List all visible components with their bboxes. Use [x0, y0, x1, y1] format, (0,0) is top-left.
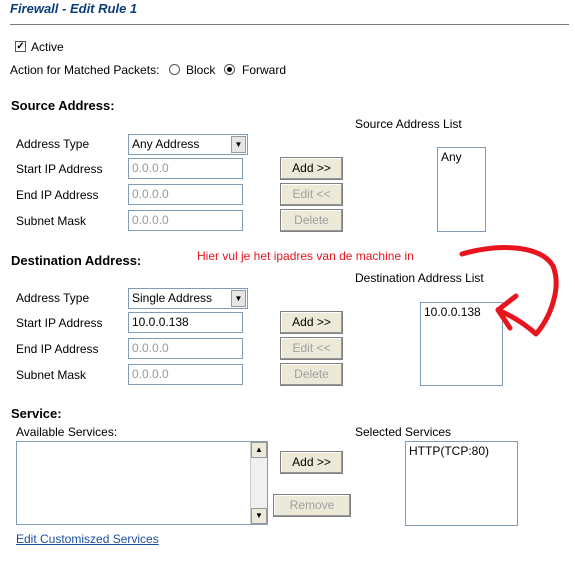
- source-start-ip-label: Start IP Address: [16, 162, 103, 176]
- checkmark-icon: ✓: [16, 41, 25, 52]
- destination-end-ip-field[interactable]: 0.0.0.0: [128, 338, 243, 359]
- destination-end-ip-label: End IP Address: [16, 342, 99, 356]
- source-edit-button[interactable]: Edit <<: [280, 183, 343, 206]
- source-end-ip-field[interactable]: 0.0.0.0: [128, 184, 243, 205]
- service-add-button[interactable]: Add >>: [280, 451, 343, 474]
- arrow-down-icon[interactable]: ▼: [251, 508, 267, 524]
- source-end-ip-label: End IP Address: [16, 188, 99, 202]
- source-subnet-label: Subnet Mask: [16, 214, 87, 228]
- destination-start-ip-label: Start IP Address: [16, 316, 103, 330]
- service-heading: Service:: [11, 406, 62, 421]
- destination-add-button[interactable]: Add >>: [280, 311, 343, 334]
- list-item[interactable]: HTTP(TCP:80): [409, 444, 490, 458]
- active-checkbox[interactable]: [15, 41, 26, 52]
- source-add-button[interactable]: Add >>: [280, 157, 343, 180]
- source-subnet-field[interactable]: 0.0.0.0: [128, 210, 243, 231]
- source-address-type-label: Address Type: [16, 137, 90, 151]
- title-divider: [10, 24, 569, 25]
- annotation-arrow: [440, 238, 565, 343]
- block-radio-label: Block: [186, 63, 216, 77]
- list-item[interactable]: Any: [441, 150, 462, 164]
- source-address-type-value: Any Address: [132, 137, 200, 151]
- destination-heading: Destination Address:: [11, 253, 142, 268]
- destination-address-type-value: Single Address: [132, 291, 213, 305]
- source-address-list[interactable]: [437, 147, 486, 232]
- edit-customized-services-link[interactable]: Edit Customiszed Services: [16, 532, 159, 546]
- destination-subnet-field[interactable]: 0.0.0.0: [128, 364, 243, 385]
- destination-address-type-label: Address Type: [16, 291, 90, 305]
- source-heading: Source Address:: [11, 98, 115, 113]
- source-address-type-select[interactable]: [128, 134, 248, 155]
- available-services-list[interactable]: [16, 441, 268, 525]
- destination-edit-button[interactable]: Edit <<: [280, 337, 343, 360]
- source-delete-button[interactable]: Delete: [280, 209, 343, 232]
- destination-subnet-label: Subnet Mask: [16, 368, 87, 382]
- source-list-label: Source Address List: [355, 117, 462, 131]
- arrow-up-icon[interactable]: ▲: [251, 442, 267, 458]
- destination-address-type-select[interactable]: [128, 288, 248, 309]
- service-remove-button[interactable]: Remove: [273, 494, 351, 517]
- annotation-text: Hier vul je het ipadres van de machine in: [197, 249, 414, 263]
- forward-radio-label: Forward: [242, 63, 287, 77]
- block-radio[interactable]: [169, 64, 180, 75]
- active-label: Active: [31, 40, 64, 54]
- page-title: Firewall - Edit Rule 1: [10, 1, 138, 16]
- available-services-label: Available Services:: [16, 425, 118, 439]
- forward-radio[interactable]: [224, 64, 235, 75]
- selected-services-label: Selected Services: [355, 425, 452, 439]
- destination-list-label: Destination Address List: [355, 271, 484, 285]
- chevron-down-icon: ▼: [231, 136, 246, 153]
- available-services-scrollbar[interactable]: [250, 442, 267, 524]
- destination-start-ip-field[interactable]: 10.0.0.138: [128, 312, 243, 333]
- source-start-ip-field[interactable]: 0.0.0.0: [128, 158, 243, 179]
- selected-services-list[interactable]: [405, 441, 518, 526]
- list-item[interactable]: 10.0.0.138: [424, 305, 481, 319]
- action-label: Action for Matched Packets:: [10, 63, 160, 77]
- destination-delete-button[interactable]: Delete: [280, 363, 343, 386]
- chevron-down-icon: ▼: [231, 290, 246, 307]
